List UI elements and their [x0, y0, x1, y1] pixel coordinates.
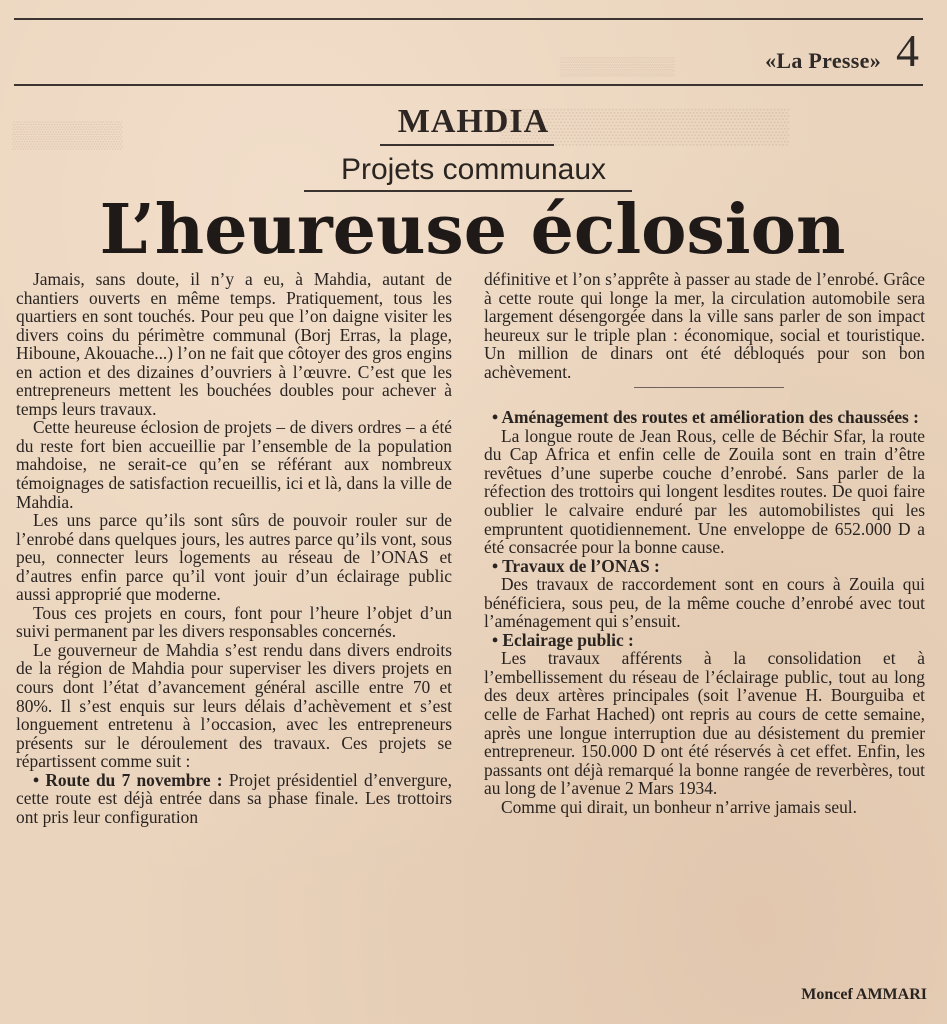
paragraph: Les travaux afférents à la consolidation et à l’embellissement du réseau de l’éclairage public, tout au long des deux artères principales (soit l’avenue H. Bourguiba et celle de Farhat Hached) ont repris au cours de cette semaine, après une longue interruption due au désistement du premier entrepreneur. 150.000 D ont été réservés à cet effet. Enfin, les passants ont déjà remarqué la bonne rangée de reverbères, tout au long de l’avenue 2 Mars 1934. — [484, 648, 925, 799]
header-rule-top — [14, 18, 923, 20]
paragraph-closing: Comme qui dirait, un bonheur n’arrive jamais seul. — [501, 796, 857, 817]
divider-line — [634, 387, 784, 388]
paragraph: Cette heureuse éclosion de projets – de divers ordres – a été du reste fort bien accueillie par l’ensemble de la population mahdoise, ne serait-ce qu’en se référant aux nombreux témoignages de satisfaction recueillis, ici et là, dans la ville de Mahdia. — [16, 417, 452, 512]
subheading-amenagement: • Aménagement des routes et amélioration des chaussées : — [492, 407, 919, 428]
route-text: Projet présidentiel d’envergure, cette route est déjà entrée dans sa phase finale. Les trottoirs ont pris leur configuration — [16, 769, 452, 827]
section-title: MAHDIA — [397, 103, 550, 140]
section-underline — [380, 144, 554, 146]
bleed-through-text: ▒▒▒▒▒▒ — [12, 120, 123, 149]
author-byline: Moncef AMMARI — [801, 986, 927, 1003]
paragraph: Le gouverneur de Mahdia s’est rendu dans divers endroits de la région de Mahdia pour superviser les divers projets en cours dont l’état d’avancement général ascille entre 70 et 80%. Il s’est enquis sur leurs délais d’achèvement et s’est longuement entretenu à l’occasion, avec les entrepreneurs présents sur le déroulement des travaux. Ces projets se répartissent comme suit : — [16, 639, 452, 772]
paragraph: Des travaux de raccordement sont en cours à Zouila qui bénéficiera, sous peu, de la même couche d’enrobé avec tout l’aménagement qui s’ensuit. — [484, 574, 925, 632]
header-rule-bottom — [14, 84, 923, 86]
article-kicker: Projets communaux — [340, 153, 607, 186]
article-headline: L’heureuse éclosion — [99, 190, 846, 270]
paragraph: La longue route de Jean Rous, celle de Béchir Sfar, la route du Cap Africa et enfin celle de Zouila sont en train d’être revêtues d’une superbe couche d’enrobé. Sans parler de la réfection des trottoirs qui longent lesdites routes. De quoi faire oublier le calvaire enduré par les automobilistes qui les empruntent quotidiennement. Une enveloppe de 652.000 D a été consacrée pour la bonne cause. — [484, 425, 925, 558]
bleed-through-text: ▒▒▒▒▒▒▒▒▒▒▒▒ — [500, 108, 790, 145]
bleed-through-text: ▒▒▒▒▒▒▒▒▒ — [560, 56, 675, 76]
paragraph: définitive et l’on s’apprête à passer au stade de l’enrobé. Grâce à cette route qui longe la mer, la circulation automobile sera largement désengorgée dans la ville sans parler de son impact heureux sur le triple plan : économique, social et touristique. Un million de dinars ont été débloqués pour son bon achèvement. — [484, 269, 925, 382]
article-column-right — [484, 270, 925, 816]
paragraph: Tous ces projets en cours, font pour l’heure l’objet d’un suivi permanent par les divers responsables concernés. — [16, 602, 452, 642]
subheading-route: • Route du 7 novembre : — [33, 769, 223, 790]
article-column-left — [16, 270, 452, 826]
paragraph: Les uns parce qu’ils sont sûrs de pouvoir rouler sur de l’enrobé dans quelques jours, les autres parce qu’ils vont, sous peu, connecter leurs logements au réseau de l’ONAS et d’autres enfin parce qu’il vont jouir d’un éclairage public aussi approprié que moderne. — [16, 510, 452, 605]
paragraph: Jamais, sans doute, il n’y a eu, à Mahdia, autant de chantiers ouverts en même temps. Pratiquement, tous les quartiers en sont touchés. Pour peu que l’on daigne visiter les divers coins du périmètre communal (Borj Erras, la plage, Hiboune, Akouache...) l’on ne fait que côtoyer des gros engins en action et des dizaines d’ouvriers à l’œuvre. C’est que les entrepreneurs mettent les bouchées doubles pour achever à temps leurs travaux. — [16, 269, 452, 419]
newspaper-name: «La Presse» — [765, 48, 881, 73]
subheading-eclairage: • Eclairage public : — [492, 629, 634, 650]
page-number: 4 — [896, 25, 919, 76]
subheading-onas: • Travaux de l’ONAS : — [492, 555, 660, 576]
paragraph-route — [16, 771, 452, 827]
